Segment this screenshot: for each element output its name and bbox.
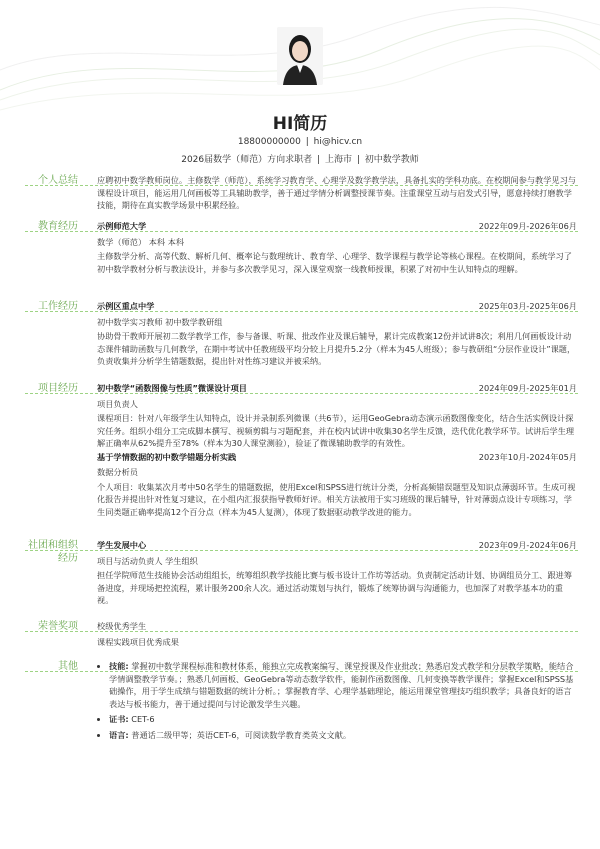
profile-photo-icon (277, 27, 323, 85)
entry-description: 担任学院师范生技能协会活动组组长，统筹组织教学技能比赛与板书设计工作坊等活动。负责制定活动计划、协调组员分工、跟进筹备进度，并现场把控流程，累计服务200余人次。通过活动策划与执行，锻炼了统筹协调与沟通能力，也加深了对教学基本功的重视。 (97, 570, 572, 605)
phone-number: 18800000000 (237, 137, 301, 147)
campus-entry (97, 539, 577, 607)
entry-description: 个人项目：收集某次月考中50名学生的错题数据，使用Excel和SPSS进行统计分类，分析高频错误题型及知识点薄弱环节。生成可视化报告并提出针对性复习建议，在小组内汇报获指导教师好评。相关方法被用于实习班级的课后辅导，针对薄弱点设计专项练习，学生同类题正确率提高12个百分点（样本为45人复测），体现了数据驱动教学改进的能力。 (97, 481, 576, 517)
entry-org: 示例区重点中学 (97, 301, 155, 311)
intent-direction: 2026届数学（师范）方向求职者 (181, 155, 313, 165)
entry-role: 项目与活动负责人 学生组织 (97, 555, 198, 566)
award-item: 校级优秀学生 (97, 621, 147, 631)
other-list (97, 660, 577, 741)
item-text: 普通话二级甲等；英语CET-6，可阅读数学教育类英文文献。 (131, 729, 352, 740)
project-entry (97, 451, 577, 519)
entry-role: 数据分析员 (97, 467, 138, 477)
entry-role: 数学（师范） 本科 本科 (97, 236, 185, 247)
entry-date: 2023年10月-2024年05月 (478, 451, 577, 462)
list-item (109, 713, 577, 726)
intent-city: 上海市 (324, 155, 352, 165)
section-title: 荣誉奖项 (38, 621, 78, 632)
entry-role: 项目负责人 (97, 398, 138, 409)
entry-date: 2025年03月-2025年06月 (478, 301, 577, 311)
section-title: 个人总结 (38, 175, 78, 186)
resume-name: HI简历 (272, 114, 328, 134)
avatar (277, 27, 323, 85)
item-label: 技能: (109, 661, 129, 671)
item-label: 证书: (109, 714, 129, 724)
entry-org: 基于学情数据的初中数学错题分析实践 (97, 451, 237, 462)
section-title: 社团和组织经历 (28, 540, 78, 564)
entry-description: 协助骨干教师开展初二数学教学工作，参与备课、听课、批改作业及课后辅导，累计完成教案12份并试讲8次；利用几何画板设计动态课件辅助函数与几何教学，在期中考试中任教班级平均分较上月提升5.2分（样本为45人班级）；参与教研组“分层作业设计”课题，负责收集并分析学生错题数据，提出针对性练习建议并被采纳。 (97, 331, 576, 366)
intent-position: 初中数学教师 (364, 155, 419, 165)
contact-separator: | (305, 137, 309, 147)
education-entry (97, 220, 577, 275)
entry-description: 课程项目：针对八年级学生认知特点，设计并录制系列微课（共6节），运用GeoGebra动态演示函数图像变化，结合生活实例设计探究任务。组织小组分工完成脚本撰写、视频剪辑与习题配套，并在校内试讲中收集30名学生反馈，迭代优化教学环节。试讲后学生理解正确率从62%提升至78%（样本为30人课堂测验），验证了微课辅助教学的有效性。 (97, 413, 575, 448)
entry-date: 2023年09月-2024年06月 (478, 540, 577, 550)
entry-date: 2022年09月-2026年06月 (478, 221, 577, 231)
section-title: 其他 (58, 661, 78, 672)
section-title: 工作经历 (38, 301, 78, 312)
item-text: 掌握初中数学课程标准和教材体系，能独立完成教案编写、课堂授课及作业批改；熟悉启发式教学和分层教学策略，能结合学情调整教学节奏。；熟悉几何画板、GeoGebra等动态数学软件，能制作函数图像、几何变换等教学课件；掌握Excel和SPSS基础操作，用于学生成绩与错题数据的统计分析。；掌握教育学、心理学基础理论，能运用课堂管理技巧组织教学；具备良好的语言表达与板书能力，善于通过提问与讨论激发学生兴趣。 (109, 661, 574, 709)
work-entry (97, 300, 577, 368)
project-entry (97, 382, 577, 450)
entry-org: 初中数学“函数图像与性质”微课设计项目 (97, 383, 247, 393)
item-text: CET-6 (131, 714, 155, 724)
job-intent-line (0, 152, 600, 165)
list-item (109, 729, 577, 742)
entry-org: 学生发展中心 (97, 540, 147, 550)
entry-description: 主修数学分析、高等代数、解析几何、概率论与数理统计、教育学、心理学、数学课程与教学论等核心课程。在校期间，系统学习了初中数学教材分析与教法设计，并参与多次教学见习，深入课堂观察一线教师授课，积累了对初中生认知特点的理解。 (97, 251, 572, 274)
contact-line (0, 137, 600, 147)
email-address: hi@hicv.cn (313, 137, 363, 147)
intent-separator: | (317, 155, 321, 165)
award-item: 课程实践项目优秀成果 (97, 636, 179, 647)
entry-date: 2024年09月-2025年01月 (478, 383, 577, 393)
list-item (109, 660, 577, 710)
section-title: 教育经历 (38, 221, 78, 232)
summary-text: 应聘初中数学教师岗位。主修数学（师范），系统学习教育学、心理学及数学教学法，具备扎实的学科功底。在校期间参与教学见习与课程设计项目，能运用几何画板等工具辅助教学，善于通过学情分析调整授课节奏。注重课堂互动与启发式引导，愿意持续打磨教学技能，期待在真实教学场景中积累经验。 (97, 175, 576, 210)
intent-separator: | (356, 155, 360, 165)
item-label: 语言: (109, 729, 129, 740)
section-title: 项目经历 (38, 383, 78, 394)
entry-org: 示例师范大学 (97, 221, 147, 231)
entry-role: 初中数学实习教师 初中数学教研组 (97, 316, 223, 327)
